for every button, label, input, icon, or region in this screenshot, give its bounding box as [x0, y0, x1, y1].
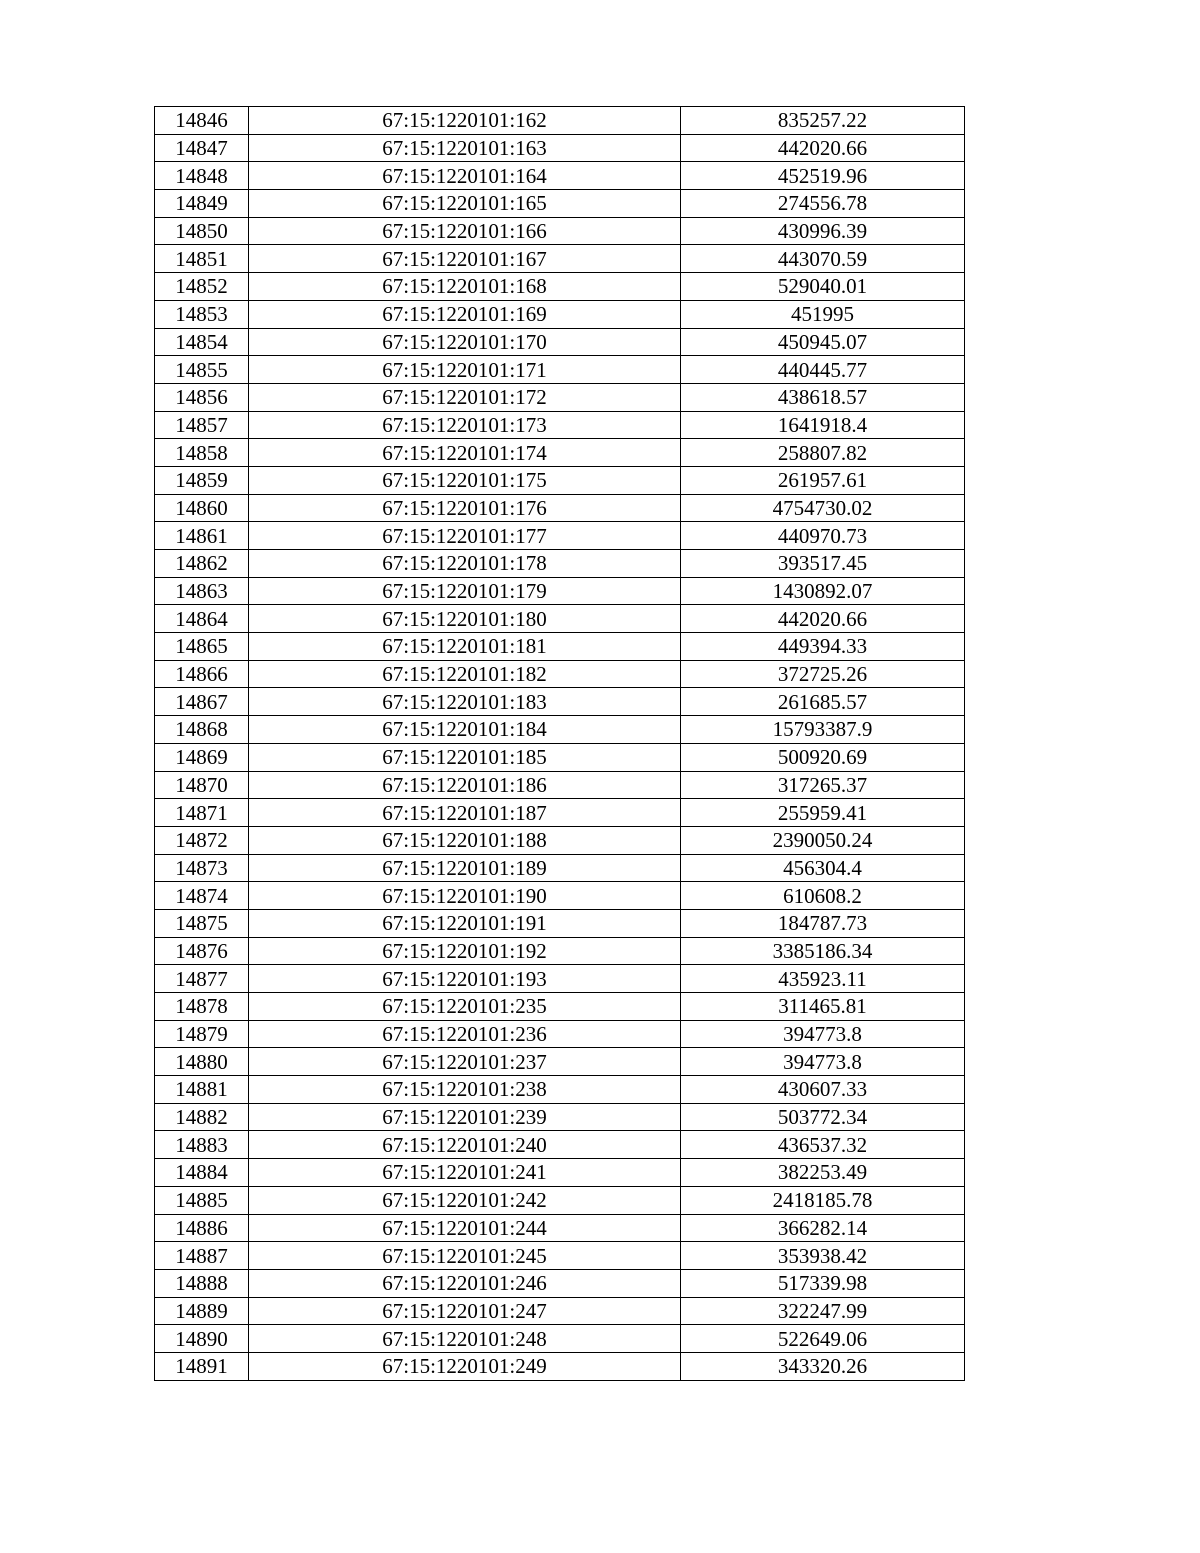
table-row [155, 1020, 965, 1048]
cadastral-number-cell: 67:15:1220101:244 [249, 1214, 681, 1242]
row-number-cell: 14874 [155, 882, 249, 910]
cadastral-value-cell: 440970.73 [681, 522, 965, 550]
cadastral-number-cell: 67:15:1220101:190 [249, 882, 681, 910]
row-number-cell: 14884 [155, 1159, 249, 1187]
table-row [155, 245, 965, 273]
cadastral-number-cell: 67:15:1220101:164 [249, 162, 681, 190]
table-row [155, 522, 965, 550]
cadastral-value-cell: 15793387.9 [681, 716, 965, 744]
table-row [155, 217, 965, 245]
cadastral-number-cell: 67:15:1220101:168 [249, 273, 681, 301]
cadastral-value-cell: 443070.59 [681, 245, 965, 273]
row-number-cell: 14880 [155, 1048, 249, 1076]
row-number-cell: 14876 [155, 937, 249, 965]
row-number-cell: 14881 [155, 1076, 249, 1104]
cadastral-value-cell: 610608.2 [681, 882, 965, 910]
cadastral-value-cell: 393517.45 [681, 550, 965, 578]
table-row [155, 937, 965, 965]
cadastral-number-cell: 67:15:1220101:239 [249, 1103, 681, 1131]
cadastral-number-cell: 67:15:1220101:183 [249, 688, 681, 716]
row-number-cell: 14887 [155, 1242, 249, 1270]
row-number-cell: 14853 [155, 300, 249, 328]
row-number-cell: 14878 [155, 993, 249, 1021]
row-number-cell: 14872 [155, 826, 249, 854]
cadastral-number-cell: 67:15:1220101:242 [249, 1186, 681, 1214]
table-row [155, 162, 965, 190]
cadastral-number-cell: 67:15:1220101:184 [249, 716, 681, 744]
cadastral-value-cell: 261957.61 [681, 466, 965, 494]
cadastral-number-cell: 67:15:1220101:246 [249, 1269, 681, 1297]
cadastral-value-cell: 1430892.07 [681, 577, 965, 605]
table-row [155, 577, 965, 605]
row-number-cell: 14851 [155, 245, 249, 273]
cadastral-number-cell: 67:15:1220101:177 [249, 522, 681, 550]
cadastral-number-cell: 67:15:1220101:178 [249, 550, 681, 578]
row-number-cell: 14858 [155, 439, 249, 467]
cadastral-number-cell: 67:15:1220101:249 [249, 1352, 681, 1380]
row-number-cell: 14871 [155, 799, 249, 827]
cadastral-number-cell: 67:15:1220101:179 [249, 577, 681, 605]
row-number-cell: 14846 [155, 107, 249, 135]
cadastral-number-cell: 67:15:1220101:189 [249, 854, 681, 882]
cadastral-value-cell: 449394.33 [681, 633, 965, 661]
row-number-cell: 14847 [155, 134, 249, 162]
row-number-cell: 14849 [155, 190, 249, 218]
row-number-cell: 14889 [155, 1297, 249, 1325]
table-row [155, 466, 965, 494]
row-number-cell: 14888 [155, 1269, 249, 1297]
row-number-cell: 14873 [155, 854, 249, 882]
table-row [155, 771, 965, 799]
cadastral-value-cell: 442020.66 [681, 605, 965, 633]
table-row [155, 328, 965, 356]
table-row [155, 1186, 965, 1214]
cadastral-value-cell: 372725.26 [681, 660, 965, 688]
row-number-cell: 14891 [155, 1352, 249, 1380]
table-row [155, 1103, 965, 1131]
cadastral-number-cell: 67:15:1220101:238 [249, 1076, 681, 1104]
cadastral-value-cell: 322247.99 [681, 1297, 965, 1325]
cadastral-value-cell: 258807.82 [681, 439, 965, 467]
table-row [155, 411, 965, 439]
row-number-cell: 14856 [155, 383, 249, 411]
table-row [155, 383, 965, 411]
cadastral-number-cell: 67:15:1220101:171 [249, 356, 681, 384]
table-row [155, 965, 965, 993]
row-number-cell: 14869 [155, 743, 249, 771]
table-row [155, 1297, 965, 1325]
cadastral-number-cell: 67:15:1220101:173 [249, 411, 681, 439]
cadastral-value-cell: 500920.69 [681, 743, 965, 771]
cadastral-value-cell: 450945.07 [681, 328, 965, 356]
table-row [155, 1048, 965, 1076]
table-row [155, 1269, 965, 1297]
table-row [155, 1131, 965, 1159]
cadastral-value-cell: 452519.96 [681, 162, 965, 190]
table-row [155, 1159, 965, 1187]
cadastral-number-cell: 67:15:1220101:192 [249, 937, 681, 965]
cadastral-number-cell: 67:15:1220101:165 [249, 190, 681, 218]
cadastral-value-cell: 255959.41 [681, 799, 965, 827]
cadastral-value-cell: 503772.34 [681, 1103, 965, 1131]
cadastral-number-cell: 67:15:1220101:188 [249, 826, 681, 854]
table-row [155, 273, 965, 301]
table-row [155, 688, 965, 716]
row-number-cell: 14855 [155, 356, 249, 384]
cadastral-value-cell: 456304.4 [681, 854, 965, 882]
cadastral-value-cell: 366282.14 [681, 1214, 965, 1242]
table-row [155, 190, 965, 218]
cadastral-value-cell: 835257.22 [681, 107, 965, 135]
table-row [155, 134, 965, 162]
cadastral-value-cell: 184787.73 [681, 909, 965, 937]
cadastral-value-cell: 382253.49 [681, 1159, 965, 1187]
cadastral-number-cell: 67:15:1220101:170 [249, 328, 681, 356]
cadastral-value-cell: 2418185.78 [681, 1186, 965, 1214]
row-number-cell: 14883 [155, 1131, 249, 1159]
row-number-cell: 14861 [155, 522, 249, 550]
cadastral-value-cell: 3385186.34 [681, 937, 965, 965]
cadastral-number-cell: 67:15:1220101:166 [249, 217, 681, 245]
table-row [155, 300, 965, 328]
cadastral-value-cell: 2390050.24 [681, 826, 965, 854]
row-number-cell: 14852 [155, 273, 249, 301]
row-number-cell: 14864 [155, 605, 249, 633]
table-row [155, 716, 965, 744]
cadastral-number-cell: 67:15:1220101:163 [249, 134, 681, 162]
cadastral-number-cell: 67:15:1220101:236 [249, 1020, 681, 1048]
cadastral-value-table [154, 106, 965, 1381]
cadastral-value-cell: 261685.57 [681, 688, 965, 716]
cadastral-value-cell: 435923.11 [681, 965, 965, 993]
table-row [155, 660, 965, 688]
cadastral-value-cell: 311465.81 [681, 993, 965, 1021]
row-number-cell: 14862 [155, 550, 249, 578]
cadastral-value-cell: 4754730.02 [681, 494, 965, 522]
row-number-cell: 14866 [155, 660, 249, 688]
table-body [155, 107, 965, 1381]
cadastral-number-cell: 67:15:1220101:185 [249, 743, 681, 771]
cadastral-value-cell: 353938.42 [681, 1242, 965, 1270]
table-row [155, 854, 965, 882]
cadastral-number-cell: 67:15:1220101:248 [249, 1325, 681, 1353]
cadastral-number-cell: 67:15:1220101:172 [249, 383, 681, 411]
row-number-cell: 14868 [155, 716, 249, 744]
cadastral-value-cell: 517339.98 [681, 1269, 965, 1297]
row-number-cell: 14870 [155, 771, 249, 799]
row-number-cell: 14860 [155, 494, 249, 522]
cadastral-value-cell: 343320.26 [681, 1352, 965, 1380]
table-row [155, 882, 965, 910]
cadastral-value-cell: 394773.8 [681, 1048, 965, 1076]
cadastral-value-cell: 451995 [681, 300, 965, 328]
table-row [155, 633, 965, 661]
cadastral-value-cell: 430607.33 [681, 1076, 965, 1104]
table-row [155, 356, 965, 384]
table-row [155, 107, 965, 135]
table-row [155, 605, 965, 633]
table-row [155, 1242, 965, 1270]
table-row [155, 1076, 965, 1104]
cadastral-value-cell: 317265.37 [681, 771, 965, 799]
table-row [155, 993, 965, 1021]
table-row [155, 743, 965, 771]
cadastral-value-cell: 522649.06 [681, 1325, 965, 1353]
table-row [155, 1214, 965, 1242]
cadastral-value-cell: 442020.66 [681, 134, 965, 162]
cadastral-number-cell: 67:15:1220101:169 [249, 300, 681, 328]
cadastral-number-cell: 67:15:1220101:247 [249, 1297, 681, 1325]
row-number-cell: 14859 [155, 466, 249, 494]
cadastral-number-cell: 67:15:1220101:235 [249, 993, 681, 1021]
table-row [155, 799, 965, 827]
cadastral-value-cell: 436537.32 [681, 1131, 965, 1159]
cadastral-number-cell: 67:15:1220101:237 [249, 1048, 681, 1076]
table-row [155, 550, 965, 578]
row-number-cell: 14848 [155, 162, 249, 190]
cadastral-value-cell: 394773.8 [681, 1020, 965, 1048]
row-number-cell: 14882 [155, 1103, 249, 1131]
cadastral-value-cell: 440445.77 [681, 356, 965, 384]
row-number-cell: 14854 [155, 328, 249, 356]
cadastral-value-cell: 529040.01 [681, 273, 965, 301]
table-row [155, 1352, 965, 1380]
row-number-cell: 14863 [155, 577, 249, 605]
cadastral-number-cell: 67:15:1220101:162 [249, 107, 681, 135]
cadastral-number-cell: 67:15:1220101:176 [249, 494, 681, 522]
row-number-cell: 14885 [155, 1186, 249, 1214]
row-number-cell: 14879 [155, 1020, 249, 1048]
cadastral-number-cell: 67:15:1220101:241 [249, 1159, 681, 1187]
cadastral-number-cell: 67:15:1220101:187 [249, 799, 681, 827]
cadastral-number-cell: 67:15:1220101:191 [249, 909, 681, 937]
table-row [155, 1325, 965, 1353]
row-number-cell: 14865 [155, 633, 249, 661]
table-row [155, 909, 965, 937]
row-number-cell: 14857 [155, 411, 249, 439]
table-row [155, 494, 965, 522]
row-number-cell: 14890 [155, 1325, 249, 1353]
row-number-cell: 14886 [155, 1214, 249, 1242]
cadastral-number-cell: 67:15:1220101:180 [249, 605, 681, 633]
cadastral-number-cell: 67:15:1220101:186 [249, 771, 681, 799]
cadastral-value-cell: 438618.57 [681, 383, 965, 411]
cadastral-value-cell: 274556.78 [681, 190, 965, 218]
cadastral-number-cell: 67:15:1220101:175 [249, 466, 681, 494]
table-row [155, 439, 965, 467]
cadastral-number-cell: 67:15:1220101:245 [249, 1242, 681, 1270]
cadastral-number-cell: 67:15:1220101:181 [249, 633, 681, 661]
cadastral-value-cell: 430996.39 [681, 217, 965, 245]
cadastral-number-cell: 67:15:1220101:240 [249, 1131, 681, 1159]
cadastral-number-cell: 67:15:1220101:167 [249, 245, 681, 273]
cadastral-number-cell: 67:15:1220101:174 [249, 439, 681, 467]
row-number-cell: 14877 [155, 965, 249, 993]
table-row [155, 826, 965, 854]
row-number-cell: 14850 [155, 217, 249, 245]
cadastral-value-cell: 1641918.4 [681, 411, 965, 439]
row-number-cell: 14867 [155, 688, 249, 716]
cadastral-number-cell: 67:15:1220101:193 [249, 965, 681, 993]
cadastral-number-cell: 67:15:1220101:182 [249, 660, 681, 688]
row-number-cell: 14875 [155, 909, 249, 937]
